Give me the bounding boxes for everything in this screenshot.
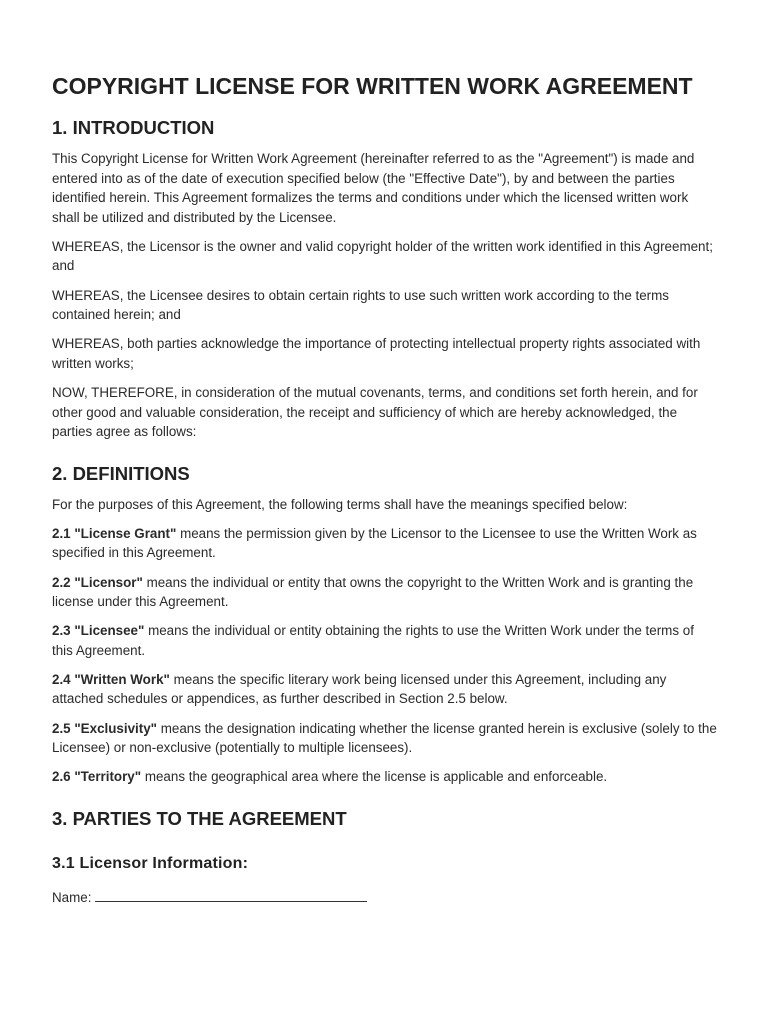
- definition-item-license-grant: [52, 524, 718, 563]
- definition-text: means the specific literary work being licensed under this Agreement, including any attached schedules or appendices, as further described in Section 2.5 below.: [52, 671, 667, 707]
- definition-term: 2.6 "Territory": [52, 769, 142, 785]
- licensor-name-row: [52, 888, 718, 908]
- licensor-name-blank[interactable]: [95, 889, 367, 902]
- licensor-information-heading: 3.1 Licensor Information:: [52, 854, 249, 872]
- definition-term: 2.1 "License Grant": [52, 525, 177, 541]
- section-heading-parties: 3. PARTIES TO THE AGREEMENT: [52, 807, 347, 829]
- whereas-clause-3: WHEREAS, both parties acknowledge the importance of protecting intellectual property rights associated with written works;: [52, 336, 701, 371]
- intro-paragraph: This Copyright License for Written Work Agreement (hereinafter referred to as the "Agreement") is made and entered into as of the date of execution specified below (the "Effective Date"), by and between the parties identified herein. This Agreement formalizes the terms and conditions under which the licensed written work shall be utilized and distributed by the Licensee.: [52, 151, 695, 225]
- section-heading-introduction: 1. INTRODUCTION: [52, 117, 215, 138]
- section-heading-definitions: 2. DEFINITIONS: [52, 462, 190, 484]
- whereas-clause-2: WHEREAS, the Licensee desires to obtain certain rights to use such written work according to the terms contained herein; and: [52, 287, 669, 323]
- section-parties: [52, 807, 718, 908]
- definition-text: means the individual or entity that owns the copyright to the Written Work and is granting the license under this Agreement.: [52, 574, 694, 610]
- document-title: COPYRIGHT LICENSE FOR WRITTEN WORK AGREEMENT: [52, 73, 693, 99]
- licensor-name-label: Name:: [52, 889, 92, 905]
- definition-text: means the designation indicating whether the license granted herein is exclusive (solely to the Licensee) or non-exclusive (potentially to multiple licensees).: [52, 720, 717, 756]
- definition-text: means the permission given by the Licensor to the Licensee to use the Written Work as specified in this Agreement.: [52, 525, 697, 561]
- definition-item-licensee: [52, 621, 718, 660]
- definition-term: 2.2 "Licensor": [52, 574, 143, 590]
- definition-item-licensor: [52, 573, 718, 612]
- definition-text: means the geographical area where the license is applicable and enforceable.: [141, 769, 608, 785]
- definition-term: 2.3 "Licensee": [52, 623, 145, 639]
- definitions-intro: For the purposes of this Agreement, the following terms shall have the meanings specified below:: [52, 496, 628, 512]
- section-definitions: [52, 462, 718, 787]
- section-introduction: [52, 116, 718, 442]
- definition-item-exclusivity: [52, 719, 718, 758]
- now-therefore-clause: NOW, THEREFORE, in consideration of the mutual covenants, terms, and conditions set forth herein, and for other good and valuable consideration, the receipt and sufficiency of which are hereby acknowledged, the parties agree as follows:: [52, 384, 698, 440]
- definition-item-territory: [52, 767, 718, 787]
- definition-term: 2.4 "Written Work": [52, 671, 170, 687]
- definition-text: means the individual or entity obtaining the rights to use the Written Work under the terms of this Agreement.: [52, 623, 694, 658]
- definition-item-written-work: [52, 670, 718, 709]
- definition-term: 2.5 "Exclusivity": [52, 720, 158, 736]
- whereas-clause-1: WHEREAS, the Licensor is the owner and valid copyright holder of the written work identified in this Agreement; and: [52, 238, 713, 274]
